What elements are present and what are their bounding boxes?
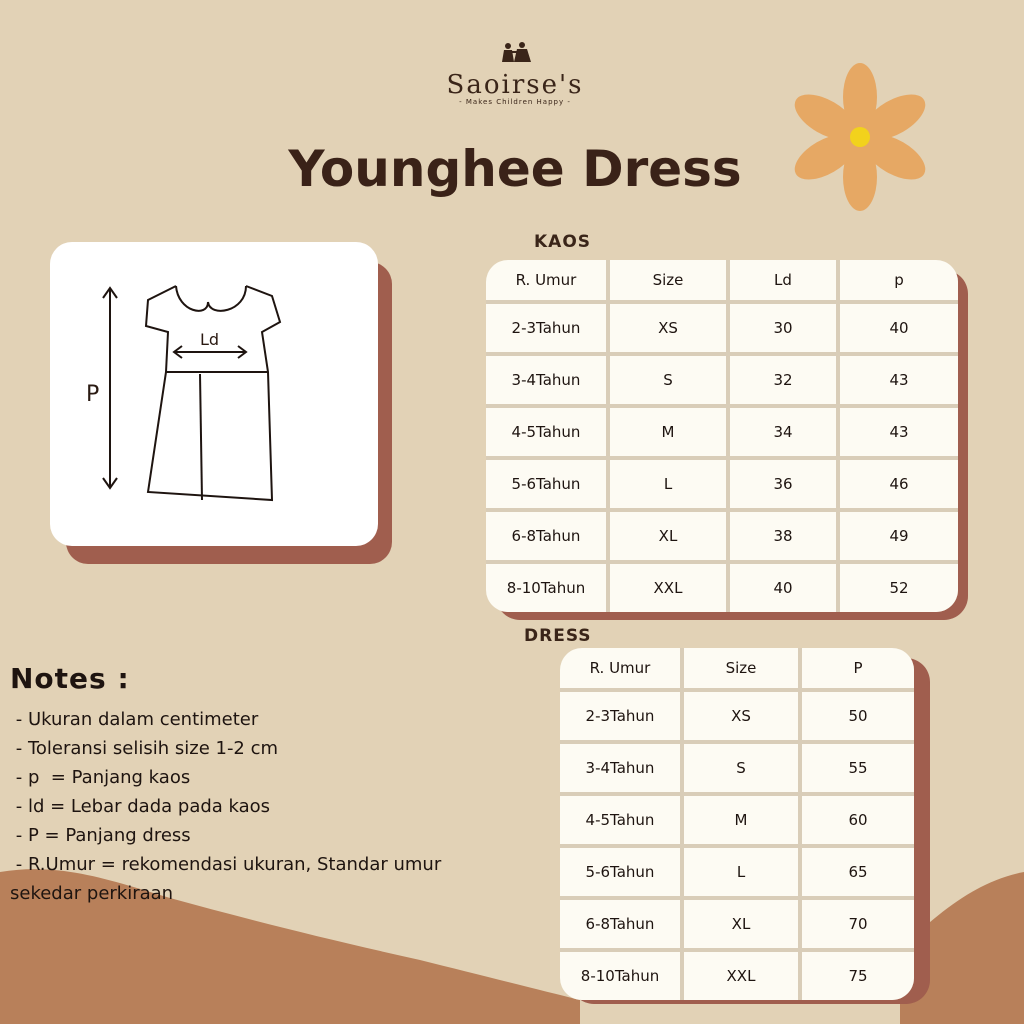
note-line: sekedar perkiraan [10,883,174,904]
table-header-cell: R. Umur [560,648,680,688]
table-cell: 60 [802,796,914,844]
notes-list [10,705,510,908]
dress-diagram-card [50,242,378,546]
table-cell: XXL [684,952,798,1000]
table-cell: S [610,356,726,404]
p-label: P [86,382,100,407]
table-cell: 36 [730,460,836,508]
table-cell: L [684,848,798,896]
table-cell: 75 [802,952,914,1000]
table-cell: 46 [840,460,958,508]
table-cell: 4-5Tahun [486,408,606,456]
table-cell: 8-10Tahun [486,564,606,612]
ld-label: Ld [200,330,220,349]
table-cell: 6-8Tahun [486,512,606,560]
table-cell: M [684,796,798,844]
table-cell: M [610,408,726,456]
kaos-label: KAOS [534,232,592,252]
table-cell: 2-3Tahun [560,692,680,740]
note-line: - R.Umur = rekomendasi ukuran, Standar umur [10,854,442,875]
table-cell: 70 [802,900,914,948]
notes-title: Notes : [10,662,130,695]
note-line: - ld = Lebar dada pada kaos [10,796,271,817]
table-header-cell: R. Umur [486,260,606,300]
table-cell: 55 [802,744,914,792]
table-cell: 3-4Tahun [560,744,680,792]
table-cell: 6-8Tahun [560,900,680,948]
table-cell: 5-6Tahun [486,460,606,508]
notes-section [10,662,510,908]
table-cell: XXL [610,564,726,612]
table-cell: 49 [840,512,958,560]
table-cell: 65 [802,848,914,896]
table-cell: 2-3Tahun [486,304,606,352]
table-cell: 43 [840,408,958,456]
table-cell: 30 [730,304,836,352]
brand-tagline: - Makes Children Happy - [459,98,571,106]
brand-name: Saoirse's [446,70,584,100]
table-cell: 8-10Tahun [560,952,680,1000]
table-cell: 43 [840,356,958,404]
table-cell: 5-6Tahun [560,848,680,896]
table-cell: S [684,744,798,792]
note-line: - Ukuran dalam centimeter [10,709,259,730]
table-header-cell: p [840,260,958,300]
table-cell: 3-4Tahun [486,356,606,404]
brand-logo [430,40,600,106]
children-silhouette-icon [490,40,540,66]
table-header-cell: Size [684,648,798,688]
kaos-size-table [486,260,958,612]
table-cell: 40 [840,304,958,352]
table-cell: XS [684,692,798,740]
note-line: - p = Panjang kaos [10,767,191,788]
flower-icon [790,62,930,212]
table-cell: 38 [730,512,836,560]
dress-size-table [560,648,914,1000]
table-cell: 4-5Tahun [560,796,680,844]
table-cell: XL [684,900,798,948]
note-line: - Toleransi selisih size 1-2 cm [10,738,279,759]
table-header-cell: Size [610,260,726,300]
table-header-cell: P [802,648,914,688]
table-cell: XL [610,512,726,560]
note-line: - P = Panjang dress [10,825,191,846]
table-header-cell: Ld [730,260,836,300]
page-title: Younghee Dress [288,140,742,198]
table-cell: XS [610,304,726,352]
table-cell: 34 [730,408,836,456]
table-cell: L [610,460,726,508]
table-cell: 32 [730,356,836,404]
dress-label: DRESS [524,626,592,646]
table-cell: 40 [730,564,836,612]
table-cell: 50 [802,692,914,740]
table-cell: 52 [840,564,958,612]
